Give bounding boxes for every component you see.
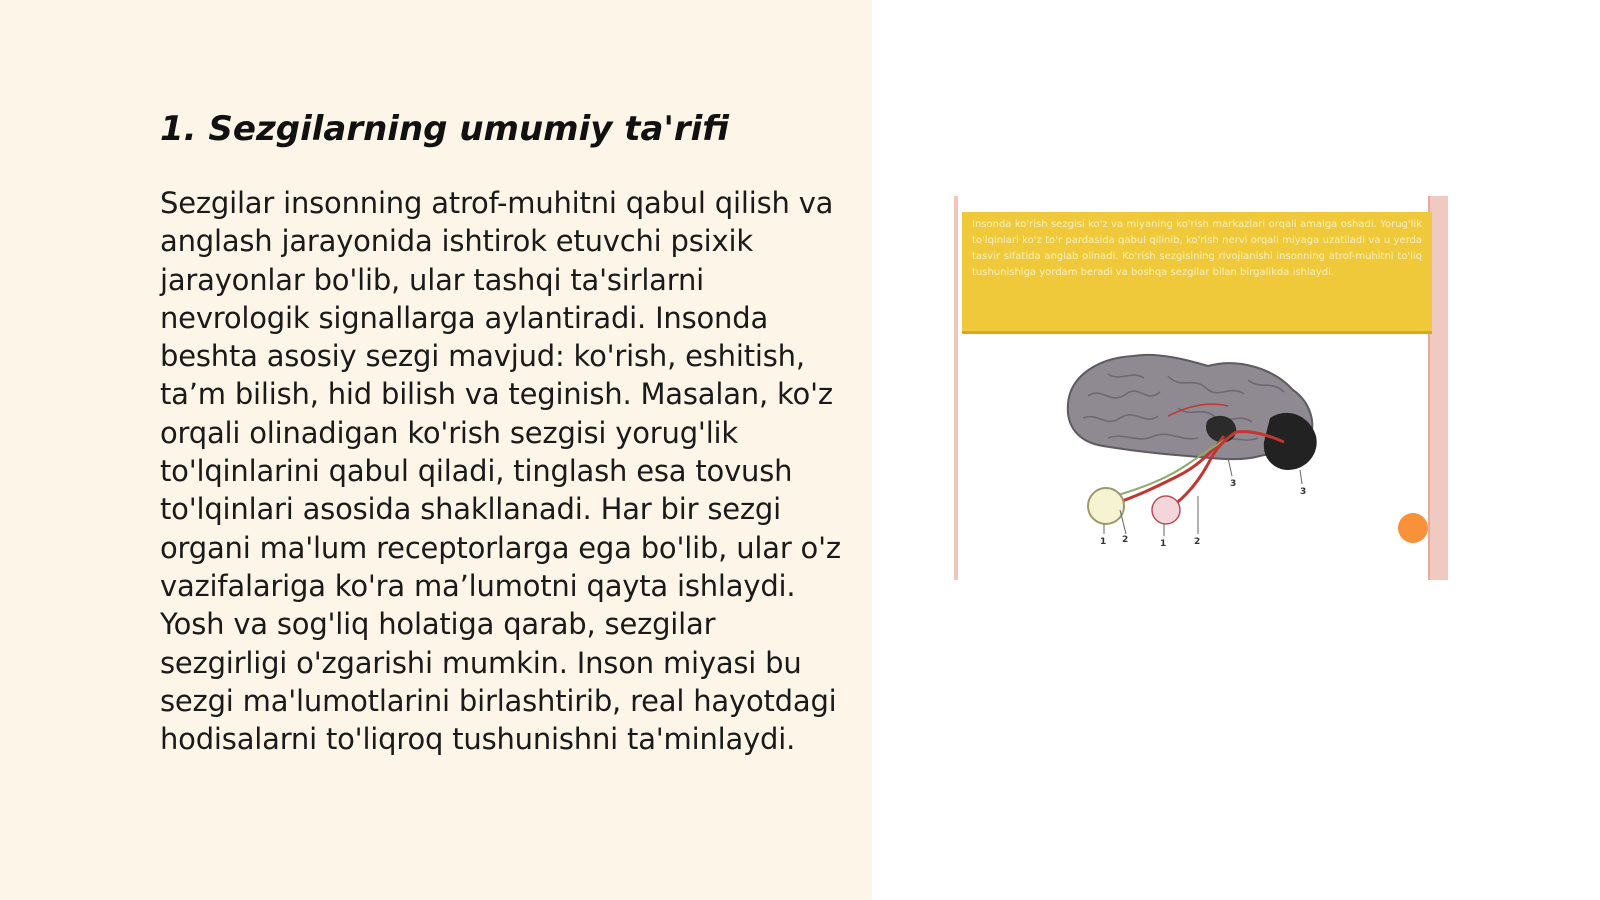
figure-label: 3 xyxy=(1300,487,1307,497)
figure-left-rail xyxy=(954,196,958,580)
figure-label: 1 xyxy=(1160,539,1167,546)
chiasm-shape xyxy=(1152,496,1180,524)
figure-caption: Insonda ko'rish sezgisi ko'z va miyaning ko'rish markazlari orqali amalga oshadi. Yorug'lik to'lqinlari ko'z to'r pardasida qabul qilinib, ko'rish nervi orqali miyaga uzatiladi va u yerda tasvir sifatida anglab olinadi. Ko'rish sezgisining rivojlanishi insonning atrof-muhitni to'liq tushunishiga yordam beradi va boshqa sezgilar bilan birgalikda ishlaydi. xyxy=(962,212,1432,334)
figure-label: 3 xyxy=(1230,479,1237,489)
eye-shape xyxy=(1088,488,1124,524)
brain-figure xyxy=(948,196,1460,580)
brain-illustration xyxy=(1048,346,1338,546)
slide-title: 1. Sezgilarning umumiy ta'rifi xyxy=(160,109,730,149)
figure-label: 2 xyxy=(1194,537,1201,546)
figure-label: 2 xyxy=(1122,535,1129,545)
slide-body-text: Sezgilar insonning atrof-muhitni qabul qilish va anglash jarayonida ishtirok etuvchi psixik jarayonlar bo'lib, ular tashqi ta'sirlarni nevrologik signallarga aylantiradi. Insonda beshta asosiy sezgi mavjud: ko'rish, eshitish, ta’m bilish, hid bilish va teginish. Masalan, ko'z orqali olinadigan ko'rish sezgisi yorug'lik to'lqinlarini qabul qiladi, tinglash esa tovush to'lqinlari asosida shakllanadi. Har bir sezgi organi ma'lum receptorlarga ega bo'lib, ular o'z vazifalariga ko'ra ma’lumotni qayta ishlaydi. Yosh va sog'liq holatiga qarab, sezgilar sezgirligi o'zgarishi mumkin. Inson miyasi bu sezgi ma'lumotlarini birlashtirib, real hayotdagi hodisalarni to'liqroq tushunishni ta'minlaydi. xyxy=(160,186,841,757)
orange-dot xyxy=(1398,513,1428,543)
figure-label: 1 xyxy=(1100,537,1107,546)
